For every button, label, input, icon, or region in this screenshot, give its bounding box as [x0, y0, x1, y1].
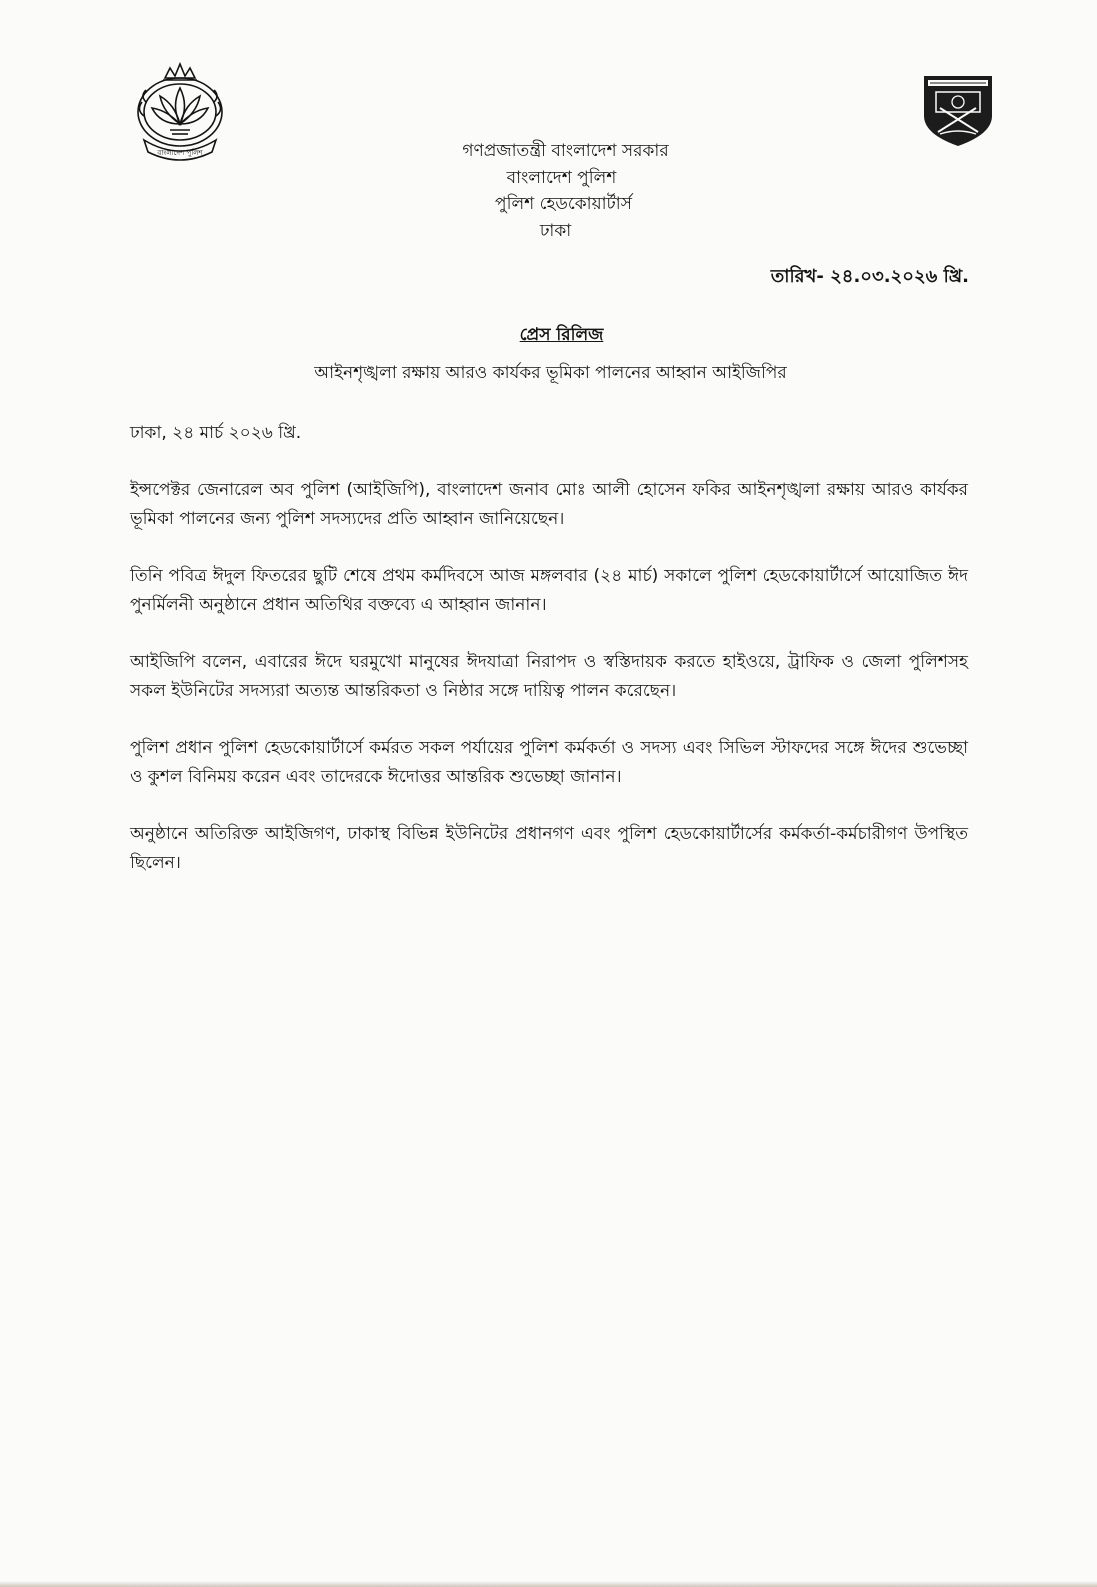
body-paragraph: অনুষ্ঠানে অতিরিক্ত আইজিগণ, ঢাকাস্থ বিভিন্ন ইউনিটের প্রধানগণ এবং পুলিশ হেডকোয়ার্টার্সের কর্মকর্তা-কর্মচারীগণ উপস্থিত ছিলেন। [130, 824, 968, 873]
press-release-body [130, 476, 968, 878]
document-date: তারিখ- ২৪.০৩.২০২৬ খ্রি. [770, 266, 969, 287]
emblem-ribbon-text: বাংলাদেশ পুলিশ [157, 149, 203, 157]
dateline: ঢাকা, ২৪ মার্চ ২০২৬ খ্রি. [130, 423, 302, 443]
body-paragraph: তিনি পবিত্র ঈদুল ফিতরের ছুটি শেষে প্রথম কর্মদিবসে আজ মঙ্গলবার (২৪ মার্চ) সকালে পুলিশ হেডকোয়ার্টার্সে আয়োজিত ঈদ পুনর্মিলনী অনুষ্ঠানে প্রধান অতিথির বক্তব্যে এ আহ্বান জানান। [130, 566, 968, 615]
police-hq-shield-icon [920, 72, 996, 148]
header-line-police: বাংলাদেশ পুলিশ [506, 167, 617, 188]
press-release-headline: আইনশৃঙ্খলা রক্ষায় আরও কার্যকর ভূমিকা পালনের আহ্বান আইজিপির [314, 363, 787, 383]
header-line-government: গণপ্রজাতন্ত্রী বাংলাদেশ সরকার [462, 141, 669, 161]
header-line-city: ঢাকা [539, 220, 572, 241]
letterhead [0, 138, 1097, 244]
body-paragraph: পুলিশ প্রধান পুলিশ হেডকোয়ার্টার্সে কর্মরত সকল পর্যায়ের পুলিশ কর্মকর্তা ও সদস্য এবং সিভিল স্টাফদের সঙ্গে ঈদের শুভেচ্ছা ও কুশল বিনিময় করেন এবং তাদেরকে ঈদোত্তর আন্তরিক শুভেচ্ছা জানান। [130, 738, 968, 787]
body-paragraph: আইজিপি বলেন, এবারের ঈদে ঘরমুখো মানুষের ঈদযাত্রা নিরাপদ ও স্বস্তিদায়ক করতে হাইওয়ে, ট্রাফিক ও জেলা পুলিশসহ সকল ইউনিটের সদস্যরা অত্যন্ত আন্তরিকতা ও নিষ্ঠার সঙ্গে দায়িত্ব পালন করেছেন। [130, 652, 968, 701]
press-release-title: প্রেস রিলিজ [519, 325, 604, 345]
body-paragraph: ইন্সপেক্টর জেনারেল অব পুলিশ (আইজিপি), বাংলাদেশ জনাব মোঃ আলী হোসেন ফকির আইনশৃঙ্খলা রক্ষায় আরও কার্যকর ভূমিকা পালনের জন্য পুলিশ সদস্যদের প্রতি আহ্বান জানিয়েছেন। [130, 480, 968, 529]
page-edge-shadow [0, 1581, 1097, 1587]
header-line-headquarters: পুলিশ হেডকোয়ার্টার্স [495, 194, 632, 214]
